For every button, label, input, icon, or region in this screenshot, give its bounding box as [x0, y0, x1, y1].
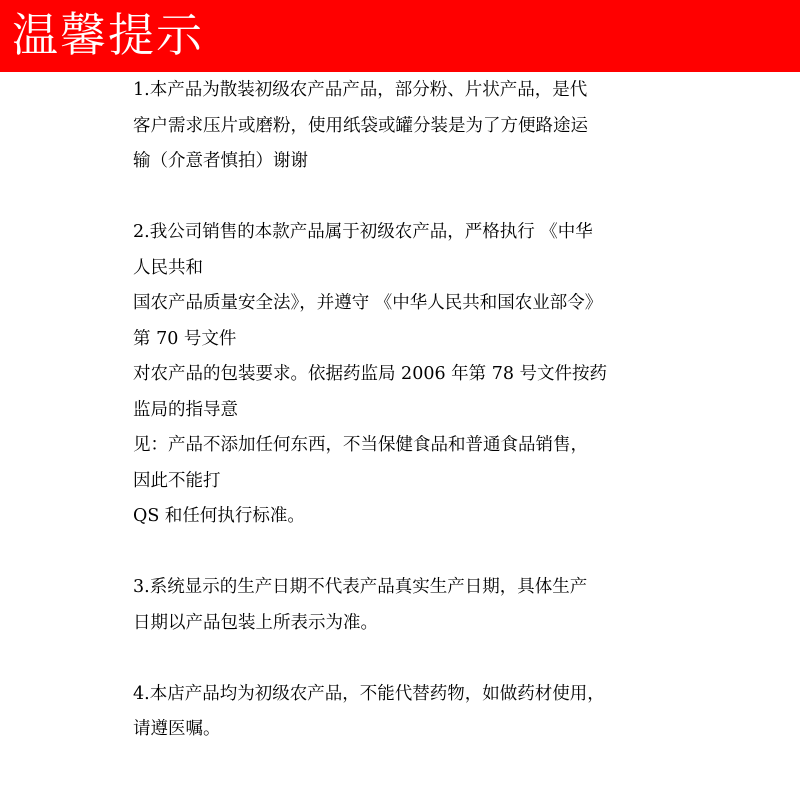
notice-2-line-1: 2.我公司销售的本款产品属于初级农产品，严格执行 《中华 — [133, 222, 593, 242]
notice-2-line-5: 对农产品的包装要求。依据药监局 2006 年第 78 号文件按药 — [133, 364, 608, 384]
paragraph-gap — [133, 180, 633, 216]
notice-2-line-9: QS 和任何执行标准。 — [133, 506, 305, 526]
notice-text — [133, 73, 633, 748]
header-banner — [0, 0, 800, 72]
paragraph-gap — [133, 535, 633, 571]
notice-4-line-1: 4.本店产品均为初级农产品，不能代替药物，如做药材使用， — [133, 683, 605, 704]
notice-3-line-1: 3.系统显示的生产日期不代表产品真实生产日期，具体生产 — [133, 577, 588, 597]
notice-1-line-2: 客户需求压片或磨粉，使用纸袋或罐分装是为了方便路途运 — [133, 115, 588, 136]
notice-1-line-1: 1.本产品为散装初级农产品产品，部分粉、片状产品，是代 — [133, 80, 588, 100]
notice-2-line-6: 监局的指导意 — [133, 399, 238, 420]
page-title: 温馨提示 — [12, 8, 204, 62]
notice-2-line-8: 因此不能打 — [133, 470, 221, 491]
paragraph-gap — [133, 641, 633, 677]
notice-2-line-7: 见：产品不添加任何东西，不当保健食品和普通食品销售， — [133, 435, 588, 455]
notice-2-line-4: 第 70 号文件 — [133, 328, 237, 349]
notice-2-line-2: 人民共和 — [133, 257, 203, 278]
notice-2-line-3: 国农产品质量安全法》，并遵守 《中华人民共和国农业部令》 — [133, 293, 603, 313]
notice-1-line-3: 输（介意者慎拍）谢谢 — [133, 151, 308, 171]
notice-4-line-2: 请遵医嘱。 — [133, 719, 221, 739]
notice-3-line-2: 日期以产品包装上所表示为准。 — [133, 612, 378, 633]
